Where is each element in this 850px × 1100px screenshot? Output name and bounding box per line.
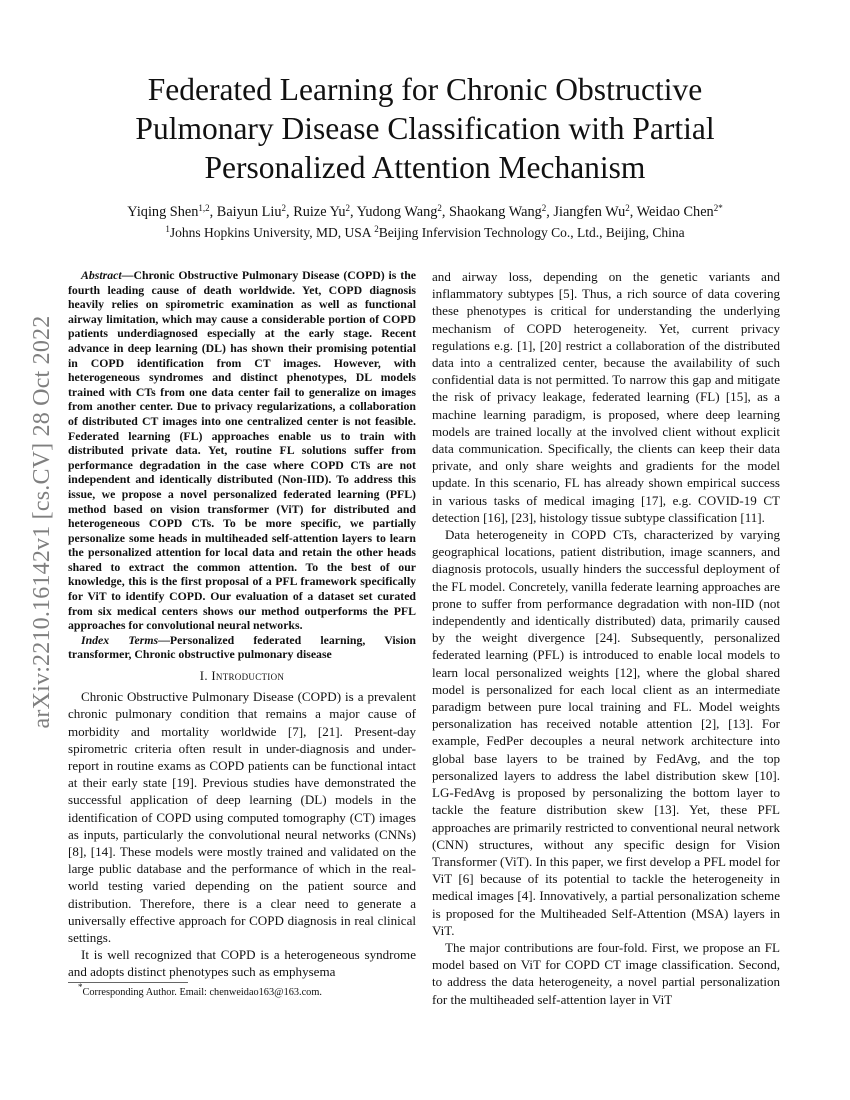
affiliation: Beijing Infervision Technology Co., Ltd., Beijing, China (378, 225, 685, 240)
abstract: Abstract—Chronic Obstructive Pulmonary Disease (COPD) is the fourth leading cause of death worldwide. Yet, COPD diagnosis heavily relies on spirometric examination as well as functional airway limitation, which may cause a considerable portion of COPD patients underdiagnosed especially at the early stage. Recent advance in deep learning (DL) has shown their promising potential in COPD identification from CT images. However, with heterogeneous syndromes and distinct phenotypes, DL models trained with CTs from one data center fail to generalize on images from another center. Due to privacy regularizations, a collaboration of distributed CT images into one centralized center is not feasible. Federated learning (FL) approaches enable us to train with distributed private data. Yet, routine FL solutions suffer from performance degradation in the case where COPD CTs are not independent and identically distributed (Non-IID). To address this issue, we propose a novel personalized federated learning (PFL) method based on vision transformer (ViT) for distributed and heterogeneous COPD CTs. To be more specific, we partially personalize some heads in multiheaded self-attention layers to learn the personalized attention for local data and retain the other heads shared to extract the common attention. To the best of our knowledge, this is the first proposal of a PFL framework specifically for ViT to identify COPD. Our evaluation of a dataset set curated from six medical centers shows our method outperforms the PFL approaches for convolutional neural networks. (68, 268, 416, 633)
paper-title: Federated Learning for Chronic Obstructive Pulmonary Disease Classification with Partial Personalized Attention Mechanism (135, 72, 715, 185)
affiliations: $^1$Johns Hopkins University, MD, USA $^2$Beijing Infervision Technology Co., Ltd., Beijing, China (165, 224, 685, 240)
author-list: Yiqing Shen$^{1,2}$, Baiyun Liu$^2$, Ruize Yu$^2$, Yudong Wang$^2$, Shaokang Wang$^2$, Jiangfen Wu$^2$, Weidao Chen$^{2*}$ (127, 203, 723, 220)
left-column (68, 268, 416, 981)
section-heading (68, 668, 416, 685)
paragraph: and airway loss, depending on the genetic variants and inflammatory subtypes [5]. Thus, a rich source of data covering these phenotypes is critical for understanding the underlying mechanism of COPD heterogeneity. Yet, current privacy regulations e.g. [1], [20] restrict a collaboration of the distributed data into a centralized center, because the availability of such confidential data is not permitted. To narrow this gap and mitigate the risk of privacy leakage, federated learning (FL) [15], as a machine learning paradigm, is proposed, where deep learning models are trained locally at the involved client without explicit data communication. Specifically, the clients can keep their data private, and only share weights and gradients for the model update. In this scenario, FL has already shown empirical success in various tasks of medical imaging [17], e.g. COVID-19 CT detection [16], [23], histology tissue subtype classification [11]. (432, 269, 780, 525)
author: Shaokang Wang$^2$ (449, 203, 547, 220)
author: Jiangfen Wu$^2$ (553, 203, 630, 220)
footnote: *Corresponding Author. Email: chenweidao163@163.com. (78, 982, 322, 998)
paragraph: Data heterogeneity in COPD CTs, characterized by varying geographical locations, patient distribution, image scanners, and diagnosis protocols, usually hinders the successful deployment of the FL model. Concretely, vanilla federate learning approaches are prone to suffer from performance degradation with non-IID (not independently and identically distributed) data, primarily caused by the weight divergence [24]. Subsequently, personalized federated learning (PFL) is introduced to enable local models to learn local personalized weights [12], where the global shared model is personalized for each local client as an intermediate paradigm between pure local training and FL. Model weights personalization has received notable attention [2], [13]. For example, FedPer decouples a neural network architecture into global base layers to be trained by FedAvg, and the top personalized layers to address the label distribution skew [10]. LG-FedAvg is proposed by personalizing the bottom layer to tackle the feature distribution skew [13]. Yet, these PFL approaches are primarily restricted to conventional neural network (CNN) structures, without any specific design for Vision Transformer (ViT). In this paper, we first develop a PFL model for ViT [6] because of its potential to tackle the heterogeneity in medical images [4]. Innovatively, a partial personalization scheme is proposed for the Multiheaded Self-Attention (MSA) layers in ViT. (432, 527, 780, 938)
index-terms-text: Personalized federated learning, Vision transformer, Chronic obstructive pulmonary disease (68, 632, 416, 662)
right-column (432, 268, 780, 1008)
affiliation: Johns Hopkins University, MD, USA (169, 225, 371, 240)
author: Weidao Chen$^{2*}$ (636, 203, 723, 220)
abstract-text: Chronic Obstructive Pulmonary Disease (COPD) is the fourth leading cause of death worldwide. Yet, COPD diagnosis heavily relies on spirometric examination as well as functional airway limitation, which may cause a considerable portion of COPD patients underdiagnosed especially at the early stage. Recent advance in deep learning (DL) has shown their promising potential in COPD identification from CT images. However, with heterogeneous syndromes and distinct phenotypes, DL models trained with CTs from one data center fail to generalize on images from another center. Due to privacy regularizations, a collaboration of distributed CT images into one centralized center is not feasible. Federated learning (FL) approaches enable us to train with distributed private data. Yet, routine FL solutions suffer from performance degradation in the case where COPD CTs are not independent and identically distributed (Non-IID). To address this issue, we propose a novel personalized federated learning (PFL) method based on vision transformer (ViT) for distributed and heterogeneous COPD CTs. To be more specific, we partially personalize some heads in multiheaded self-attention layers to learn the personalized attention for local data and retain the other heads shared to extract the common attention. To the best of our knowledge, this is the first proposal of a PFL framework specifically for ViT to identify COPD. Our evaluation of a dataset set curated from six medical centers shows our method outperforms the PFL approaches for convolutional neural networks. (68, 268, 416, 633)
author: Baiyun Liu$^2$ (216, 203, 287, 220)
author: Yudong Wang$^2$ (356, 203, 442, 220)
author: Ruize Yu$^2$ (293, 203, 350, 220)
paragraph: Chronic Obstructive Pulmonary Disease (COPD) is a prevalent chronic pulmonary condition that remains a major cause of morbidity and mortality worldwide [7], [21]. Present-day spirometric criteria often result in under-diagnosis and under-report in routine exams as COPD patients can be functional intact at their early state [19]. Previous studies have demonstrated the successful application of deep learning (DL) models in the identification of COPD using computed tomography (CT) images as inputs, particularly the convolutional neural networks (CNNs) [8], [14]. These models were mostly trained and validated on the large public database and the performance of which in the real-world testing varied depending on the patient source and distribution. Therefore, there is a clear need to generate a universally effective approach for COPD diagnosis in real clinical settings. (68, 689, 416, 946)
author: Yiqing Shen$^{1,2}$ (127, 203, 210, 220)
arxiv-identifier: arXiv:2210.16142v1 [cs.CV] 28 Oct 2022 (29, 315, 55, 729)
section-title: Introduction (211, 669, 285, 684)
abstract-label: Abstract (81, 268, 122, 282)
paragraph: The major contributions are four-fold. First, we propose an FL model based on ViT for COPD CT image classification. Second, to address the data heterogeneity, a novel partial personalization for the multiheaded self-attention layer in ViT (432, 939, 780, 1007)
paragraph: It is well recognized that COPD is a heterogeneous syndrome and adopts distinct phenotypes such as emphysema (68, 947, 416, 980)
index-terms-label: Index Terms (81, 632, 159, 647)
index-terms: Index Terms—Personalized federated learning, Vision transformer, Chronic obstructive pulmonary disease (68, 632, 416, 662)
section-number: I. (199, 669, 208, 684)
footnote-divider (68, 982, 188, 983)
